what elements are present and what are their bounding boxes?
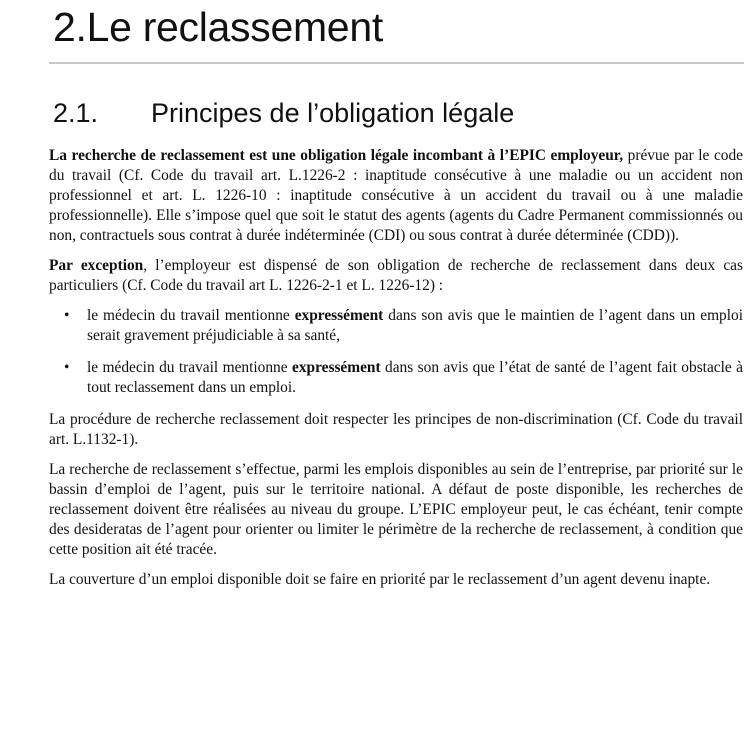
paragraph-text: prévue par le code du travail (Cf. Code du travail art. L.1226-2 : inaptitude consécutive à une maladie ou un accident non professionnel et art. L. 1226-10 : inaptitude consécutive à un accident du travail ou à une maladie professionnelle). Elle s’impose quel que soit le statut des agents (agents du Cadre Permanent commissionnés ou non, contractuels sous contrat à durée indéterminée (CDI) ou sous contrat à durée déterminée (CDD)). xyxy=(49,147,743,244)
list-item xyxy=(49,358,743,398)
paragraph-bold-lead: Par exception xyxy=(49,257,144,274)
paragraph-bold-lead: La recherche de reclassement est une obligation légale incombant à l’EPIC employeur, xyxy=(49,147,624,164)
heading-rule xyxy=(49,62,744,64)
paragraph-search-scope: La recherche de reclassement s’effectue, parmi les emplois disponibles au sein de l’entreprise, par priorité sur le bassin d’emploi de l’agent, puis sur le territoire national. A défaut de poste disponible, les recherches de reclassement doivent être réalisées au niveau du groupe. L’EPIC employeur peut, le cas échéant, tenir compte des desideratas de l’agent pour orienter ou limiter le périmètre de la recherche de reclassement, à condition que cette position ait été tracée. xyxy=(49,461,743,558)
list-item-text: dans son avis que le maintien de l’agent dans un emploi serait gravement préjudiciable à sa santé, xyxy=(87,307,743,344)
paragraph-non-discrimination: La procédure de recherche reclassement doit respecter les principes de non-discrimination (Cf. Code du travail art. L.1132-1). xyxy=(49,411,743,448)
paragraph-priority: La couverture d’un emploi disponible doit se faire en priorité par le reclassement d’un agent devenu inapte. xyxy=(49,571,711,588)
bullet-icon: • xyxy=(64,307,70,324)
section-heading: 2.Le reclassement xyxy=(53,4,383,50)
subsection-heading xyxy=(53,96,514,130)
bullet-icon: • xyxy=(64,359,70,376)
subsection-number: 2.1. xyxy=(53,98,99,128)
list-item-text: le médecin du travail mentionne xyxy=(87,359,292,376)
paragraph-exception xyxy=(49,256,743,296)
paragraph-legal-obligation xyxy=(49,146,743,246)
list-item xyxy=(49,306,743,346)
subsection-title: Principes de l’obligation légale xyxy=(151,98,515,128)
list-item-emphasis: expressément xyxy=(294,307,384,324)
list-item-text: dans son avis que l’état de santé de l’agent fait obstacle à tout reclassement dans un emploi. xyxy=(87,359,743,396)
exception-list xyxy=(49,306,743,398)
list-item-emphasis: expressément xyxy=(291,359,381,376)
list-item-text: le médecin du travail mentionne xyxy=(87,307,295,324)
document-body xyxy=(49,146,743,600)
paragraph-text: , l’employeur est dispensé de son obligation de recherche de reclassement dans deux cas particuliers (Cf. Code du travail art L. 1226-2-1 et L. 1226-12) : xyxy=(49,257,743,294)
